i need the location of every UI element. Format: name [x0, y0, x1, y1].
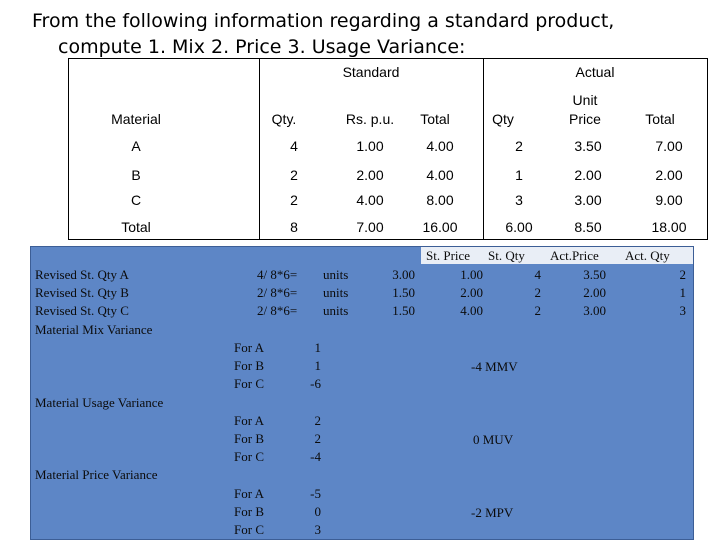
revised-qty: 1.50: [392, 303, 415, 318]
col-header-act-qty: Act. Qty: [625, 248, 670, 263]
variance-value: 1: [314, 340, 321, 355]
revised-formula: 2/ 8*6=: [257, 285, 298, 300]
col-header-act-price: Act.Price: [550, 248, 599, 263]
revised-label: Revised St. Qty A: [35, 267, 129, 282]
group-actual: Actual: [575, 64, 615, 80]
variance-value: 0: [314, 504, 321, 519]
variance-label: For C: [234, 376, 264, 391]
cell-act-qty: 6.00: [505, 219, 533, 235]
revised-units: units: [323, 285, 349, 300]
variance-label: For A: [234, 486, 264, 501]
table-border-top: [68, 58, 708, 59]
section-title: Material Price Variance: [35, 467, 158, 482]
revised-st-qty: 2: [534, 285, 541, 300]
cell-std-rate: 4.00: [356, 192, 384, 208]
revised-st-price: 1.00: [460, 267, 483, 282]
revised-units: units: [323, 303, 349, 318]
header-act-price-line2: Price: [569, 111, 601, 127]
revised-st-price: 2.00: [460, 285, 483, 300]
cell-act-total: 7.00: [655, 138, 683, 154]
table-border-right: [707, 58, 708, 240]
variance-value: 1: [314, 358, 321, 373]
problem-line-1: From the following information regarding a standard product,: [32, 10, 615, 32]
variance-label: For C: [234, 522, 264, 537]
cell-act-qty: 2: [515, 138, 523, 154]
cell-material: Total: [121, 219, 151, 235]
revised-act-price: 2.00: [583, 285, 606, 300]
revised-qty: 3.00: [392, 267, 415, 282]
cell-std-qty: 2: [290, 192, 298, 208]
revised-act-qty: 2: [679, 267, 686, 282]
cell-std-total: 16.00: [422, 219, 458, 235]
cell-std-rate: 2.00: [356, 167, 384, 183]
cell-act-price: 8.50: [574, 219, 602, 235]
cell-act-total: 18.00: [651, 219, 687, 235]
cell-std-rate: 7.00: [356, 219, 384, 235]
cell-std-total: 4.00: [426, 138, 454, 154]
variance-label: For B: [234, 358, 264, 373]
cell-std-rate: 1.00: [356, 138, 384, 154]
revised-formula: 2/ 8*6=: [257, 303, 298, 318]
revised-act-qty: 1: [679, 285, 686, 300]
revised-qty: 1.50: [392, 285, 415, 300]
variance-value: 2: [314, 413, 321, 428]
variance-result: -2 MPV: [471, 505, 514, 520]
header-std-rate: Rs. p.u.: [345, 111, 395, 127]
col-header-st-price: St. Price: [426, 248, 471, 263]
variance-label: For C: [234, 449, 264, 464]
revised-label: Revised St. Qty C: [35, 303, 129, 318]
revised-act-qty: 3: [679, 303, 686, 318]
solution-panel: [30, 246, 694, 540]
col-header-st-qty: St. Qty: [488, 248, 525, 263]
section-title: Material Mix Variance: [35, 322, 153, 337]
variance-label: For B: [234, 431, 264, 446]
standard-actual-table: [68, 58, 708, 240]
variance-value: -4: [310, 449, 321, 464]
revised-act-price: 3.50: [583, 267, 606, 282]
cell-std-qty: 2: [290, 167, 298, 183]
variance-label: For A: [234, 413, 264, 428]
cell-act-price: 3.00: [574, 192, 602, 208]
variance-value: -6: [310, 376, 321, 391]
header-act-price-line1: Unit: [572, 92, 598, 108]
cell-act-total: 2.00: [655, 167, 683, 183]
revised-formula: 4/ 8*6=: [257, 267, 298, 282]
revised-st-price: 4.00: [460, 303, 483, 318]
problem-statement: [32, 8, 712, 60]
revised-act-price: 3.00: [583, 303, 606, 318]
cell-act-qty: 3: [515, 192, 523, 208]
cell-std-qty: 4: [290, 138, 298, 154]
header-std-total: Total: [420, 111, 450, 127]
revised-units: units: [323, 267, 349, 282]
variance-label: For A: [234, 340, 264, 355]
table-border-bottom: [68, 239, 708, 240]
revised-st-qty: 2: [534, 303, 541, 318]
variance-result: 0 MUV: [473, 432, 514, 447]
variance-label: For B: [234, 504, 264, 519]
cell-act-price: 3.50: [574, 138, 602, 154]
variance-value: 2: [314, 431, 321, 446]
header-act-total: Total: [645, 111, 675, 127]
cell-act-price: 2.00: [574, 167, 602, 183]
cell-material: A: [131, 138, 141, 154]
header-act-qty: Qty: [492, 111, 514, 127]
cell-std-total: 8.00: [426, 192, 454, 208]
cell-material: C: [130, 192, 142, 208]
variance-result: -4 MMV: [471, 359, 518, 374]
cell-material: B: [131, 167, 141, 183]
cell-std-qty: 8: [290, 219, 298, 235]
header-std-qty: Qty.: [271, 111, 297, 127]
variance-value: -5: [310, 486, 321, 501]
cell-act-total: 9.00: [655, 192, 683, 208]
revised-label: Revised St. Qty B: [35, 285, 129, 300]
header-material: Material: [111, 111, 161, 127]
cell-std-total: 4.00: [426, 167, 454, 183]
section-title: Material Usage Variance: [35, 395, 164, 410]
revised-st-qty: 4: [534, 267, 541, 282]
problem-line-2: compute 1. Mix 2. Price 3. Usage Variance:: [58, 36, 466, 58]
group-standard: Standard: [342, 64, 400, 80]
cell-act-qty: 1: [515, 167, 523, 183]
variance-value: 3: [314, 522, 321, 537]
